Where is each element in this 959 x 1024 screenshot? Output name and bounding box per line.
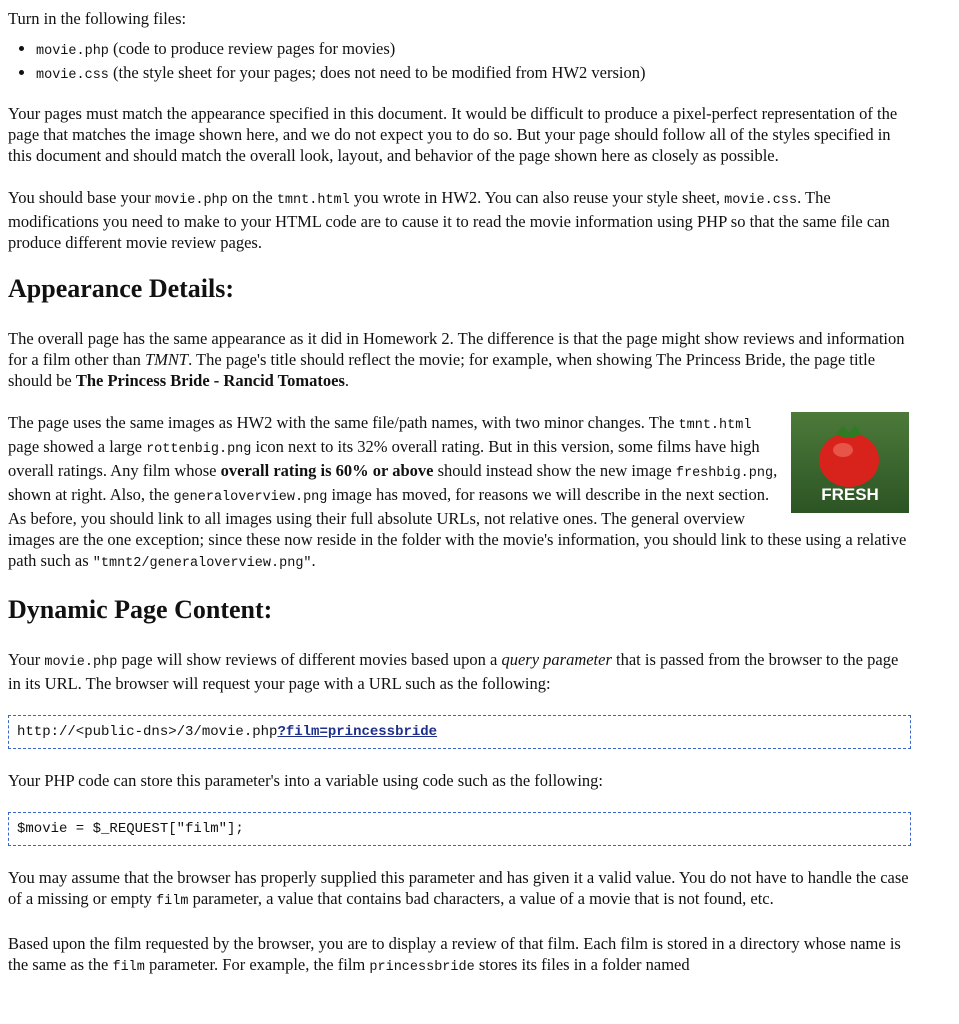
- text: page will show reviews of different movies based upon a: [117, 650, 502, 669]
- inline-code: film: [112, 960, 145, 975]
- text: Your: [8, 650, 45, 669]
- inline-code: movie.php: [154, 193, 228, 208]
- paragraph-store-parameter: Your PHP code can store this parameter's into a variable using code such as the following:: [8, 771, 604, 790]
- text: . The modifications you need to make to your HTML code are to cause it to read the movie information using PHP so that the same file can produce different movie review pages.: [8, 188, 890, 252]
- code-line: $movie = $_REQUEST["film"];: [17, 821, 244, 837]
- list-item: [36, 62, 911, 86]
- text: parameter, a value that contains bad characters, a value of a movie that is not found, etc.: [188, 889, 774, 908]
- heading-appearance-details: Appearance Details:: [8, 274, 235, 303]
- fresh-label: FRESH: [821, 485, 879, 504]
- url-text: http://<public-dns>/3/movie.php: [17, 724, 278, 740]
- text: You should base your: [8, 188, 155, 207]
- text: should instead show the new image: [433, 461, 676, 480]
- text: icon next to its 32% overall rating. But in this version, some films have high overall ratings. Any film whose: [8, 437, 760, 480]
- paragraph-query-parameter: [8, 649, 911, 694]
- text: parameter. For example, the film: [144, 955, 370, 974]
- text: .: [344, 371, 350, 390]
- inline-code: rottenbig.png: [146, 442, 252, 457]
- filename: movie.css: [36, 68, 109, 83]
- inline-code: movie.php: [44, 655, 118, 670]
- turnin-file-list: [8, 38, 911, 86]
- text: The overall page has the same appearance as it did in Homework 2. The difference is that the page might show reviews and information for a film other than: [8, 329, 905, 369]
- file-description: (the style sheet for your pages; does not need to be modified from HW2 version): [108, 63, 646, 82]
- text: , shown at right. Also, the: [8, 461, 778, 504]
- inline-code: tmnt.html: [678, 418, 752, 433]
- text: You may assume that the browser has properly supplied this parameter and has given it a valid value. You do not have to handle the case of a missing or empty: [8, 868, 909, 908]
- paragraph-overall-appearance: [8, 328, 911, 391]
- inline-code: film: [156, 894, 189, 909]
- text: stores its files in a folder named: [474, 955, 690, 974]
- paragraph-base-on-hw2: [8, 187, 911, 253]
- text: . The page's title should reflect the movie; for example, when showing The Princess Bride, the page title should be: [8, 350, 876, 390]
- text: that is passed from the browser to the page in its URL. The browser will request your page with a URL such as the following:: [8, 650, 899, 693]
- inline-code: generaloverview.png: [173, 490, 328, 505]
- text: Based upon the film requested by the browser, you are to display a review of that film. Each film is stored in a directory whose name is the same as the: [8, 934, 901, 974]
- text: image has moved, for reasons we will describe in the next section. As before, you should link to all images using their full absolute URLs, not relative ones. The general overview images are the one exception; since these now reside in the folder with the movie's information, you should link to these using a relative path such as: [8, 485, 907, 570]
- inline-code: movie.css: [724, 193, 798, 208]
- file-description: (code to produce review pages for movies): [108, 39, 396, 58]
- text: The page uses the same images as HW2 with the same file/path names, with two minor changes. The: [8, 413, 679, 432]
- list-item: [36, 38, 911, 62]
- text: you wrote in HW2. You can also reuse your style sheet,: [349, 188, 725, 207]
- paragraph-film-directory: [8, 933, 911, 978]
- text: .: [311, 551, 316, 570]
- tomato-icon: [791, 412, 909, 513]
- inline-code: freshbig.png: [675, 466, 774, 481]
- inline-code: princessbride: [369, 960, 475, 975]
- filename: movie.php: [36, 44, 109, 59]
- turnin-intro: Turn in the following files:: [8, 9, 187, 28]
- bold-text: The Princess Bride - Rancid Tomatoes: [75, 371, 345, 390]
- inline-code: tmnt.html: [276, 193, 350, 208]
- inline-code: "tmnt2/generaloverview.png": [92, 556, 312, 571]
- query-string-link[interactable]: ?film=princessbride: [277, 724, 438, 740]
- text: on the: [227, 188, 277, 207]
- paragraph-images: [8, 412, 911, 574]
- emphasis: TMNT: [145, 350, 189, 369]
- heading-dynamic-page-content: Dynamic Page Content:: [8, 595, 273, 624]
- fresh-tomato-image: [791, 412, 909, 513]
- php-code-box: [8, 812, 911, 846]
- bold-text: overall rating is 60% or above: [220, 461, 434, 480]
- paragraph-assume-valid: [8, 867, 911, 912]
- emphasis: query parameter: [501, 650, 612, 669]
- text: page showed a large: [8, 437, 147, 456]
- paragraph-match-appearance: Your pages must match the appearance specified in this document. It would be difficult to produce a pixel-perfect representation of the page that matches the image shown here, and we do not expect you to do so. But your page should follow all of the styles specified in this document and should match the overall look, layout, and behavior of the page shown here as closely as possible.: [8, 104, 898, 165]
- url-example-box: [8, 715, 911, 749]
